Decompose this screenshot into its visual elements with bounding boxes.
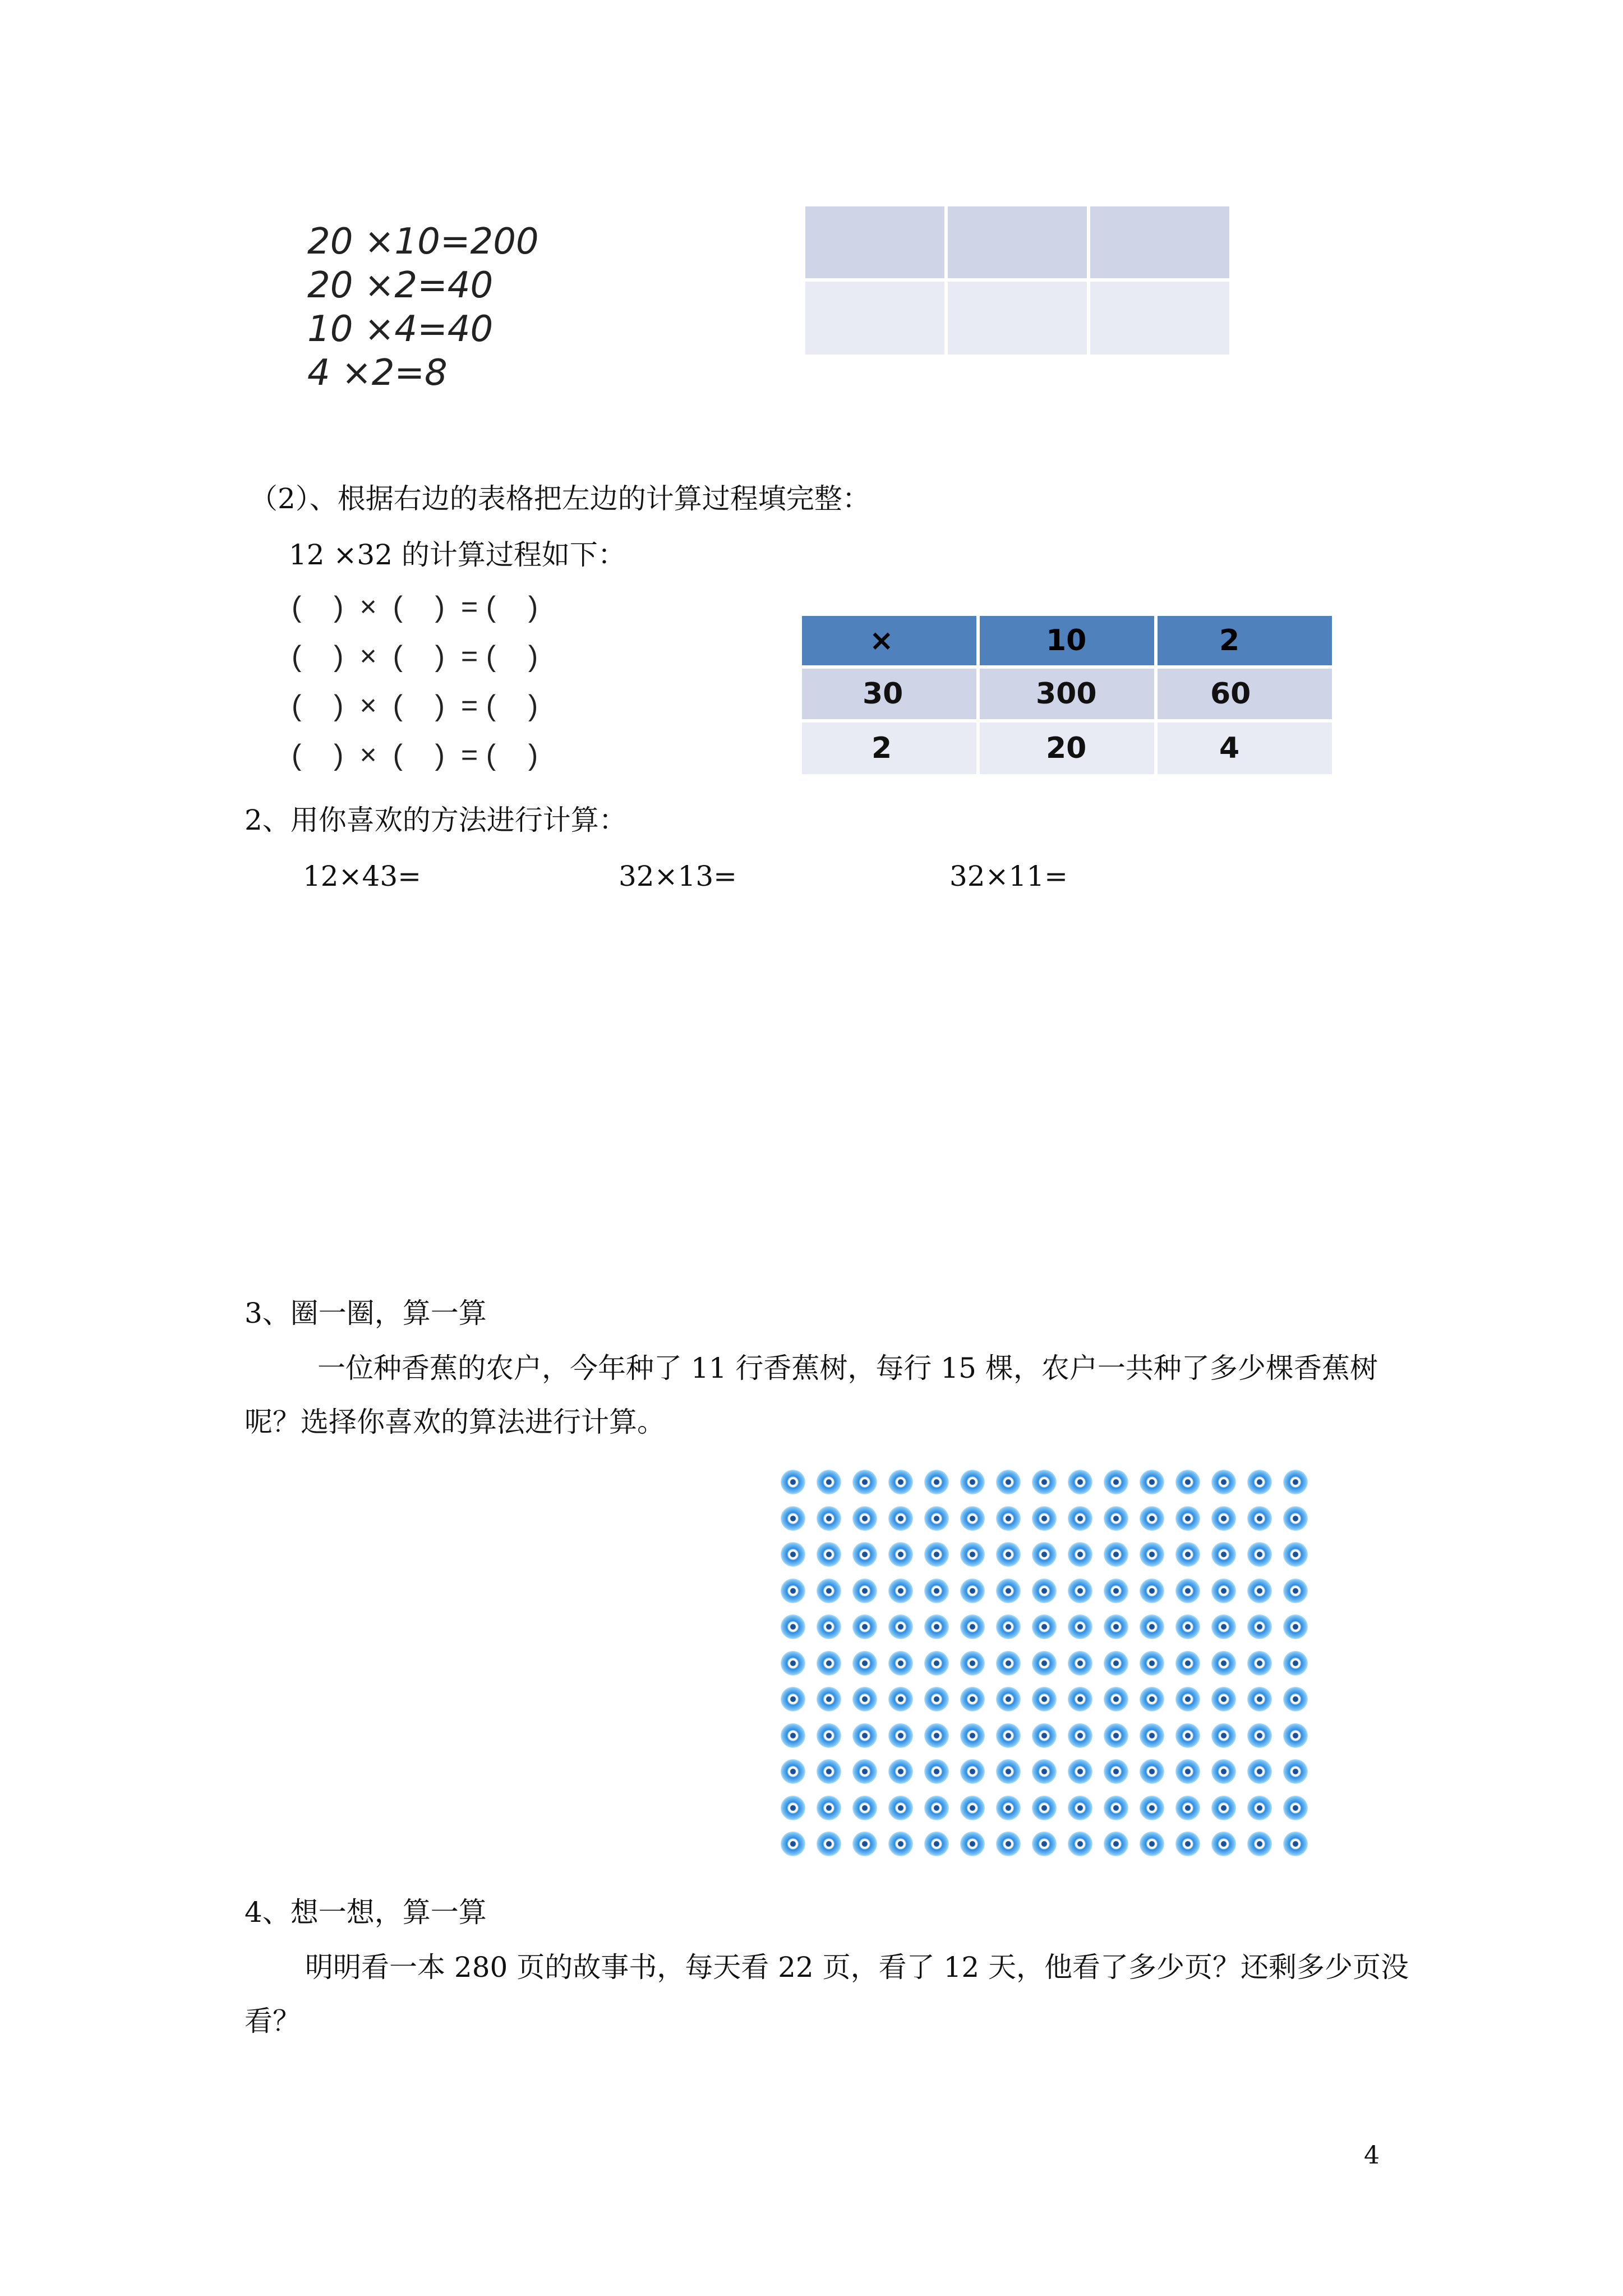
- blue-dot-icon[interactable]: [1175, 1470, 1200, 1494]
- blue-dot-icon[interactable]: [1211, 1832, 1236, 1856]
- blue-dot-icon[interactable]: [852, 1796, 877, 1820]
- blue-dot-icon[interactable]: [817, 1651, 841, 1676]
- blue-dot-icon[interactable]: [924, 1470, 949, 1494]
- blue-dot-icon[interactable]: [996, 1542, 1021, 1567]
- blue-dot-icon[interactable]: [1032, 1796, 1057, 1820]
- blue-dot-icon[interactable]: [817, 1506, 841, 1531]
- q2-problem: 32×11=: [949, 860, 1068, 892]
- blue-dot-icon[interactable]: [960, 1723, 985, 1748]
- blue-dot-icon[interactable]: [1175, 1506, 1200, 1531]
- blue-dot-icon[interactable]: [1211, 1579, 1236, 1603]
- blue-dot-icon[interactable]: [817, 1832, 841, 1856]
- blue-dot-icon[interactable]: [996, 1832, 1021, 1856]
- blue-dot-icon[interactable]: [996, 1470, 1021, 1494]
- blue-dot-icon[interactable]: [781, 1506, 805, 1531]
- table-header-cell: ×: [802, 616, 976, 665]
- blue-dot-icon[interactable]: [1104, 1687, 1128, 1711]
- blue-dot-icon[interactable]: [888, 1506, 913, 1531]
- blue-dot-icon[interactable]: [852, 1506, 877, 1531]
- blue-dot-icon[interactable]: [996, 1651, 1021, 1676]
- blue-dot-icon[interactable]: [1068, 1759, 1092, 1784]
- blue-dot-icon[interactable]: [1247, 1832, 1272, 1856]
- q3-title: 3、圈一圈，算一算: [245, 1297, 487, 1329]
- q2-problem: 32×13=: [619, 860, 737, 892]
- q2-problem: 12×43=: [303, 860, 422, 892]
- blue-dot-icon[interactable]: [781, 1579, 805, 1603]
- blue-dot-icon[interactable]: [1104, 1723, 1128, 1748]
- blue-dot-icon[interactable]: [1068, 1470, 1092, 1494]
- empty-cell[interactable]: [948, 282, 1087, 355]
- blue-dot-icon[interactable]: [817, 1470, 841, 1494]
- blue-dot-icon[interactable]: [781, 1542, 805, 1567]
- blue-dot-icon[interactable]: [1211, 1796, 1236, 1820]
- table-cell: 60: [1158, 669, 1332, 719]
- blue-dot-icon[interactable]: [1175, 1723, 1200, 1748]
- blue-dot-icon[interactable]: [960, 1470, 985, 1494]
- blue-dot-icon[interactable]: [852, 1651, 877, 1676]
- blue-dot-icon[interactable]: [1283, 1542, 1308, 1567]
- blue-dot-icon[interactable]: [781, 1687, 805, 1711]
- blue-dot-icon[interactable]: [924, 1651, 949, 1676]
- blue-dot-icon[interactable]: [1175, 1542, 1200, 1567]
- blue-dot-icon[interactable]: [960, 1651, 985, 1676]
- blue-dot-icon[interactable]: [1247, 1470, 1272, 1494]
- blue-dot-icon[interactable]: [960, 1614, 985, 1639]
- blue-dot-icon[interactable]: [1211, 1614, 1236, 1639]
- blue-dot-icon[interactable]: [888, 1542, 913, 1567]
- blue-dot-icon[interactable]: [1032, 1651, 1057, 1676]
- blue-dot-icon[interactable]: [1032, 1759, 1057, 1784]
- worked-example: [307, 220, 539, 395]
- blue-dot-icon[interactable]: [924, 1542, 949, 1567]
- q3-text: 一位种香蕉的农户，今年种了 11 行香蕉树，每行 15 棵，农户一共种了多少棵香蕉树: [317, 1352, 1378, 1384]
- blue-dot-icon[interactable]: [1283, 1614, 1308, 1639]
- blue-dot-icon[interactable]: [888, 1614, 913, 1639]
- blue-dot-icon[interactable]: [1140, 1687, 1164, 1711]
- blue-dot-icon[interactable]: [1211, 1470, 1236, 1494]
- equation-line: 4 ×2=8: [307, 352, 448, 394]
- blue-dot-icon[interactable]: [852, 1470, 877, 1494]
- blue-dot-icon[interactable]: [852, 1614, 877, 1639]
- blue-dot-icon[interactable]: [817, 1759, 841, 1784]
- blue-dot-icon[interactable]: [1140, 1832, 1164, 1856]
- blue-dot-icon[interactable]: [1140, 1723, 1164, 1748]
- blue-dot-icon[interactable]: [852, 1687, 877, 1711]
- empty-cell[interactable]: [805, 282, 944, 355]
- blue-dot-icon[interactable]: [888, 1470, 913, 1494]
- blue-dot-icon[interactable]: [1104, 1542, 1128, 1567]
- blue-dot-icon[interactable]: [1140, 1759, 1164, 1784]
- blue-dot-icon[interactable]: [817, 1723, 841, 1748]
- q4-text: 明明看一本 280 页的故事书，每天看 22 页，看了 12 天，他看了多少页？还剩多少页没: [305, 1951, 1409, 1984]
- equation-line: 10 ×4=40: [307, 309, 494, 350]
- blue-dot-icon[interactable]: [1140, 1542, 1164, 1567]
- dot-grid: [781, 1470, 1319, 1868]
- blue-dot-icon[interactable]: [1068, 1579, 1092, 1603]
- blue-dot-icon[interactable]: [1211, 1651, 1236, 1676]
- blue-dot-icon[interactable]: [1175, 1651, 1200, 1676]
- page-number: 4: [1364, 2141, 1380, 2170]
- table-cell: 30: [802, 669, 976, 719]
- blue-dot-icon[interactable]: [1032, 1832, 1057, 1856]
- empty-cell[interactable]: [1090, 282, 1229, 355]
- blue-dot-icon[interactable]: [1247, 1614, 1272, 1639]
- blue-dot-icon[interactable]: [924, 1723, 949, 1748]
- blue-dot-icon[interactable]: [1211, 1542, 1236, 1567]
- blue-dot-icon[interactable]: [852, 1542, 877, 1567]
- blue-dot-icon[interactable]: [888, 1723, 913, 1748]
- equation-line: 20 ×10=200: [307, 221, 539, 263]
- blue-dot-icon[interactable]: [1032, 1470, 1057, 1494]
- blue-dot-icon[interactable]: [1068, 1832, 1092, 1856]
- empty-cell[interactable]: [805, 206, 944, 278]
- q2-title: 2、用你喜欢的方法进行计算：: [245, 804, 627, 836]
- blue-dot-icon[interactable]: [924, 1579, 949, 1603]
- q1-part2-subtitle: 12 ×32 的计算过程如下：: [289, 539, 626, 571]
- blank-equation-row[interactable]: ( ) × ( ) = ( ): [292, 689, 538, 722]
- blue-dot-icon[interactable]: [1283, 1506, 1308, 1531]
- blue-dot-icon[interactable]: [960, 1687, 985, 1711]
- blue-dot-icon[interactable]: [1140, 1796, 1164, 1820]
- blue-dot-icon[interactable]: [817, 1579, 841, 1603]
- blue-dot-icon[interactable]: [996, 1687, 1021, 1711]
- blue-dot-icon[interactable]: [960, 1579, 985, 1603]
- blue-dot-icon[interactable]: [1104, 1759, 1128, 1784]
- blue-dot-icon[interactable]: [1104, 1614, 1128, 1639]
- blue-dot-icon[interactable]: [817, 1614, 841, 1639]
- blue-dot-icon[interactable]: [1175, 1687, 1200, 1711]
- blue-dot-icon[interactable]: [1032, 1723, 1057, 1748]
- blue-dot-icon[interactable]: [1032, 1506, 1057, 1531]
- empty-cell[interactable]: [1090, 206, 1229, 278]
- blue-dot-icon[interactable]: [1247, 1506, 1272, 1531]
- blue-dot-icon[interactable]: [996, 1759, 1021, 1784]
- blue-dot-icon[interactable]: [1104, 1651, 1128, 1676]
- blue-dot-icon[interactable]: [1068, 1796, 1092, 1820]
- blank-equations: [292, 590, 538, 788]
- blue-dot-icon[interactable]: [960, 1506, 985, 1531]
- blue-dot-icon[interactable]: [1032, 1687, 1057, 1711]
- blue-dot-icon[interactable]: [1175, 1832, 1200, 1856]
- blue-dot-icon[interactable]: [1247, 1759, 1272, 1784]
- blue-dot-icon[interactable]: [996, 1796, 1021, 1820]
- blue-dot-icon[interactable]: [1104, 1470, 1128, 1494]
- blue-dot-icon[interactable]: [1283, 1832, 1308, 1856]
- blue-dot-icon[interactable]: [924, 1759, 949, 1784]
- blank-equation-row[interactable]: ( ) × ( ) = ( ): [292, 640, 538, 673]
- blue-dot-icon[interactable]: [1175, 1614, 1200, 1639]
- blue-dot-icon[interactable]: [960, 1832, 985, 1856]
- blue-dot-icon[interactable]: [1104, 1796, 1128, 1820]
- blank-equation-row[interactable]: ( ) × ( ) = ( ): [292, 739, 538, 771]
- blue-dot-icon[interactable]: [781, 1796, 805, 1820]
- blue-dot-icon[interactable]: [1247, 1651, 1272, 1676]
- blue-dot-icon[interactable]: [817, 1687, 841, 1711]
- blue-dot-icon[interactable]: [1283, 1796, 1308, 1820]
- blue-dot-icon[interactable]: [1068, 1723, 1092, 1748]
- blue-dot-icon[interactable]: [1283, 1651, 1308, 1676]
- blue-dot-icon[interactable]: [1068, 1687, 1092, 1711]
- blue-dot-icon[interactable]: [781, 1614, 805, 1639]
- blue-dot-icon[interactable]: [960, 1759, 985, 1784]
- blue-dot-icon[interactable]: [1068, 1506, 1092, 1531]
- table-header-cell: 10: [980, 616, 1154, 665]
- blue-dot-icon[interactable]: [1283, 1687, 1308, 1711]
- equation-line: 20 ×2=40: [307, 265, 494, 306]
- blue-dot-icon[interactable]: [1140, 1651, 1164, 1676]
- blue-dot-icon[interactable]: [1032, 1579, 1057, 1603]
- q4-title: 4、想一想，算一算: [245, 1896, 487, 1929]
- blue-dot-icon[interactable]: [996, 1579, 1021, 1603]
- blue-dot-icon[interactable]: [1104, 1506, 1128, 1531]
- blue-dot-icon[interactable]: [960, 1796, 985, 1820]
- blue-dot-icon[interactable]: [1068, 1651, 1092, 1676]
- blue-dot-icon[interactable]: [852, 1832, 877, 1856]
- blue-dot-icon[interactable]: [1140, 1579, 1164, 1603]
- blue-dot-icon[interactable]: [1283, 1759, 1308, 1784]
- blue-dot-icon[interactable]: [888, 1759, 913, 1784]
- blue-dot-icon[interactable]: [1140, 1614, 1164, 1639]
- blue-dot-icon[interactable]: [888, 1651, 913, 1676]
- blue-dot-icon[interactable]: [924, 1506, 949, 1531]
- empty-table: [802, 203, 1233, 358]
- blue-dot-icon[interactable]: [781, 1832, 805, 1856]
- blue-dot-icon[interactable]: [1283, 1579, 1308, 1603]
- blue-dot-icon[interactable]: [1175, 1796, 1200, 1820]
- blue-dot-icon[interactable]: [1211, 1723, 1236, 1748]
- table-cell: 300: [980, 669, 1154, 719]
- blue-dot-icon[interactable]: [996, 1614, 1021, 1639]
- table-cell: 2: [802, 723, 976, 774]
- blue-dot-icon[interactable]: [888, 1796, 913, 1820]
- blue-dot-icon[interactable]: [852, 1579, 877, 1603]
- blue-dot-icon[interactable]: [1283, 1723, 1308, 1748]
- blue-dot-icon[interactable]: [1068, 1614, 1092, 1639]
- blue-dot-icon[interactable]: [1247, 1579, 1272, 1603]
- blue-dot-icon[interactable]: [1104, 1832, 1128, 1856]
- blue-dot-icon[interactable]: [1104, 1579, 1128, 1603]
- blue-dot-icon[interactable]: [781, 1651, 805, 1676]
- table-cell: 4: [1158, 723, 1332, 774]
- blue-dot-icon[interactable]: [924, 1796, 949, 1820]
- q1-part2-instruction: （2）、根据右边的表格把左边的计算过程填完整：: [250, 482, 870, 515]
- empty-cell[interactable]: [948, 206, 1087, 278]
- blue-dot-icon[interactable]: [1032, 1542, 1057, 1567]
- multiplication-table: [799, 613, 1335, 777]
- blue-dot-icon[interactable]: [924, 1614, 949, 1639]
- blue-dot-icon[interactable]: [1247, 1687, 1272, 1711]
- blue-dot-icon[interactable]: [1247, 1796, 1272, 1820]
- blue-dot-icon[interactable]: [1175, 1759, 1200, 1784]
- blue-dot-icon[interactable]: [1140, 1506, 1164, 1531]
- blue-dot-icon[interactable]: [852, 1723, 877, 1748]
- table-header-cell: 2: [1158, 616, 1332, 665]
- blue-dot-icon[interactable]: [996, 1506, 1021, 1531]
- q3-text: 呢？选择你喜欢的算法进行计算。: [245, 1406, 665, 1438]
- blue-dot-icon[interactable]: [781, 1723, 805, 1748]
- table-cell: 20: [980, 723, 1154, 774]
- blue-dot-icon[interactable]: [888, 1579, 913, 1603]
- blue-dot-icon[interactable]: [996, 1723, 1021, 1748]
- blue-dot-icon[interactable]: [888, 1687, 913, 1711]
- blue-dot-icon[interactable]: [924, 1687, 949, 1711]
- q4-text: 看？: [245, 2005, 301, 2037]
- blue-dot-icon[interactable]: [852, 1759, 877, 1784]
- blue-dot-icon[interactable]: [781, 1470, 805, 1494]
- blue-dot-icon[interactable]: [1283, 1470, 1308, 1494]
- blank-equation-row[interactable]: ( ) × ( ) = ( ): [292, 591, 538, 623]
- blue-dot-icon[interactable]: [817, 1796, 841, 1820]
- blue-dot-icon[interactable]: [1175, 1579, 1200, 1603]
- blue-dot-icon[interactable]: [888, 1832, 913, 1856]
- blue-dot-icon[interactable]: [1211, 1759, 1236, 1784]
- blue-dot-icon[interactable]: [1211, 1506, 1236, 1531]
- blue-dot-icon[interactable]: [1140, 1470, 1164, 1494]
- blue-dot-icon[interactable]: [1211, 1687, 1236, 1711]
- blue-dot-icon[interactable]: [1032, 1614, 1057, 1639]
- blue-dot-icon[interactable]: [781, 1759, 805, 1784]
- blue-dot-icon[interactable]: [1247, 1542, 1272, 1567]
- blue-dot-icon[interactable]: [960, 1542, 985, 1567]
- blue-dot-icon[interactable]: [1068, 1542, 1092, 1567]
- blue-dot-icon[interactable]: [1247, 1723, 1272, 1748]
- blue-dot-icon[interactable]: [817, 1542, 841, 1567]
- blue-dot-icon[interactable]: [924, 1832, 949, 1856]
